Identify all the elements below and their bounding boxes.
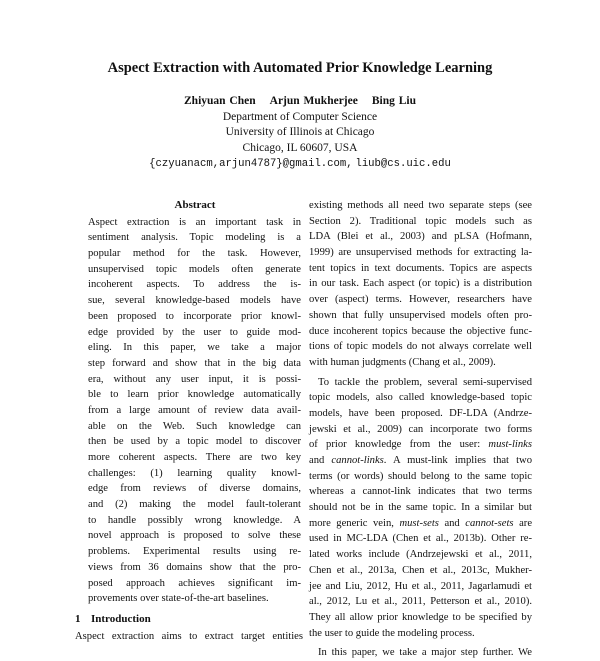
term-must-links: must-links	[488, 439, 532, 451]
abstract-heading: Abstract	[174, 199, 216, 211]
abstract-line: novel approach is proposed to solve these	[88, 530, 301, 542]
author-name: Arjun Mukherjee	[269, 95, 358, 107]
text-run: and	[309, 455, 325, 466]
body-line: whereas a cannot-link indicates that two terms	[309, 486, 532, 498]
body-line: Chen et al., 2013a, Chen et al., 2013c, Mukher-	[309, 564, 532, 576]
abstract-line: sentiment analysis. Topic modeling is a	[88, 232, 301, 244]
city: Chicago, IL 60607, USA	[242, 141, 358, 154]
right-column	[309, 198, 532, 661]
abstract-line: ble to learn prior knowledge automatically	[88, 389, 301, 401]
university: University of Illinois at Chicago	[225, 126, 375, 138]
abstract-line: more coherent aspects. There are two key	[88, 452, 301, 464]
abstract-line: incoherent aspects. To address the is-	[88, 279, 301, 291]
abstract-line: able on the Web. Such knowledge can	[88, 420, 301, 432]
abstract-line: Aspect extraction is an important task in	[88, 216, 301, 228]
abstract-line: been proposed to incorporate prior knowl-	[88, 310, 301, 322]
section-heading-introduction	[75, 612, 303, 629]
text-run: of prior knowledge from the user:	[309, 439, 481, 451]
author-names	[0, 94, 600, 110]
abstract-line: popular method for the task. However,	[88, 248, 301, 260]
body-line: duce incoherent topics because the objective func-	[309, 325, 532, 337]
body-line: In this paper, we take a major step further. We	[318, 647, 532, 659]
intro-first-line: Aspect extraction aims to extract target entities	[75, 630, 303, 642]
abstract-line: from a large amount of review data avail-	[88, 404, 301, 416]
section-number: 1	[75, 612, 81, 625]
body-line: Section 2). Traditional topic models such as	[309, 215, 532, 227]
author-block	[0, 94, 600, 173]
term-cannot-sets: cannot-sets	[465, 517, 514, 529]
paragraph	[309, 198, 532, 371]
body-line: To tackle the problem, several semi-supervised	[318, 376, 532, 388]
abstract-line: then be used by a topic model to discover	[88, 436, 301, 448]
body-line: over (aspect) terms. However, researchers have	[309, 294, 532, 306]
body-line: al., 2012, Lu et al., 2011, Petterson et al., 2010).	[309, 596, 532, 608]
abstract-line: and (2) making the model fault-tolerant	[88, 499, 301, 511]
body-line: the user to guide the modeling process.	[309, 627, 475, 639]
body-line: topic models, also called knowledge-based topic	[309, 392, 532, 404]
body-line: models, have been proposed. DF-LDA (Andrze-	[309, 407, 532, 419]
abstract-line: to handle possibly wrong knowledge. A	[88, 514, 301, 526]
abstract-line: sue, several knowledge-based models have	[88, 295, 301, 307]
paper-title: Aspect Extraction with Automated Prior Knowledge Learning	[107, 60, 493, 76]
text-run: are	[519, 517, 533, 529]
abstract-line: provements over state-of-the-art baselines.	[88, 593, 269, 605]
body-line	[309, 453, 532, 469]
body-line: terms (or words) should belong to the same topic	[309, 470, 532, 482]
abstract-line: edge from reviews of diverse domains,	[88, 483, 301, 495]
emails	[0, 156, 600, 173]
abstract-line: edge provided by the user to guide mod-	[88, 326, 301, 338]
body-line: 1999) are unsupervised methods for extracting la-	[309, 247, 532, 259]
body-line: in our task. Each aspect (or topic) is a distribution	[309, 278, 532, 290]
body-line: tions of topic models do not always correlate well	[309, 341, 532, 353]
author-name: Bing Liu	[371, 95, 416, 107]
term-must-sets: must-sets	[399, 517, 439, 529]
text-run: . A must-link implies that two	[383, 455, 532, 466]
abstract-line: step forward and show that in the big data	[88, 357, 301, 369]
text-run: and	[444, 517, 460, 529]
abstract-line: era, without any user input, it is possi-	[88, 373, 301, 385]
body-line	[309, 437, 532, 453]
body-line: LDA (Blei et al., 2003) and pLSA (Hofmann,	[309, 231, 532, 243]
abstract-line: eling. In this paper, we take a major	[88, 342, 301, 354]
body-line: jewski et al., 2009) can incorporate two forms	[309, 423, 532, 435]
body-line	[309, 516, 532, 532]
body-line: with human judgments (Chang et al., 2009).	[309, 356, 496, 368]
abstract-line: challenges: (1) learning quality knowl-	[88, 467, 301, 479]
term-cannot-links: cannot-links	[331, 455, 384, 466]
body-line: shown that fully unsupervised models often pro-	[309, 309, 532, 321]
abstract-line: problems. Experimental results using re-	[88, 546, 301, 558]
body-line: They all allow prior knowledge to be specified by	[309, 611, 532, 623]
body-line: existing methods all need two separate steps (see	[309, 200, 532, 211]
section-title: Introduction	[91, 612, 151, 625]
abstract-body	[75, 215, 303, 607]
left-column	[75, 198, 303, 645]
abstract-line: unsupervised topic models often generate	[88, 263, 301, 275]
body-line: used in MC-LDA (Chen et al., 2013b). Other re-	[309, 533, 532, 545]
abstract-line: views from 36 domains show that the pro-	[88, 561, 301, 573]
department: Department of Computer Science	[222, 110, 378, 123]
body-line: lated works include (Andrzejewski et al., 2011,	[309, 549, 532, 561]
email-uic: liub@cs.uic.edu	[355, 158, 451, 170]
abstract-line: posed approach achieves significant im-	[88, 577, 301, 589]
text-run: more generic vein,	[309, 517, 394, 529]
body-line: should not be in the same topic. In a similar but	[309, 502, 532, 514]
paragraph	[309, 375, 532, 642]
email-gmail: {czyuanacm,arjun4787}@gmail.com,	[149, 158, 353, 170]
body-line: tent topics in text documents. Topics are aspects	[309, 262, 532, 274]
author-name: Zhiyuan Chen	[184, 95, 256, 107]
body-line: jee and Liu, 2012, Hu et al., 2011, Jagarlamudi et	[309, 580, 532, 592]
